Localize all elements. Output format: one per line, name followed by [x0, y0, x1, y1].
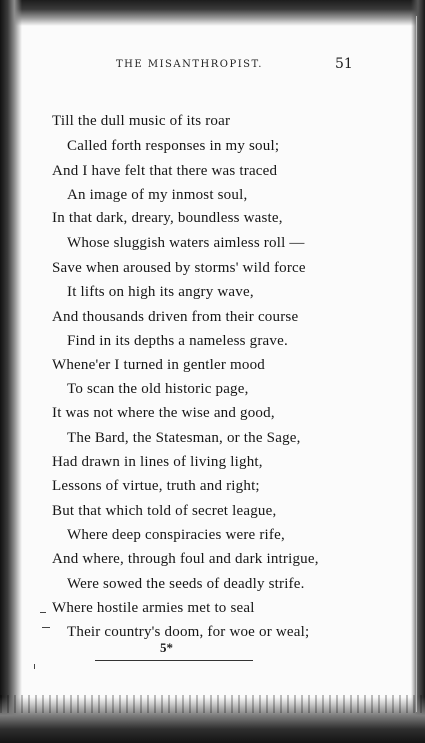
poem-line: Whose sluggish waters aimless roll —: [67, 235, 305, 251]
poem-line: Save when aroused by storms' wild force: [52, 260, 306, 276]
stray-mark: [40, 612, 46, 613]
poem-line: Called forth responses in my soul;: [67, 138, 280, 154]
poem-line: Had drawn in lines of living light,: [52, 454, 263, 470]
poem-line: Whene'er I turned in gentler mood: [52, 357, 265, 373]
poem-line: Their country's doom, for woe or weal;: [67, 624, 310, 640]
stray-mark: [42, 627, 50, 628]
poem-line: It lifts on high its angry wave,: [67, 284, 254, 300]
running-title: THE MISANTHROPIST.: [116, 59, 263, 70]
poem-line: It was not where the wise and good,: [52, 405, 275, 421]
poem-line: Where hostile armies met to seal: [52, 600, 255, 616]
poem-line: The Bard, the Statesman, or the Sage,: [67, 430, 301, 446]
poem-line: To scan the old historic page,: [67, 381, 249, 397]
poem-line: Till the dull music of its roar: [52, 113, 231, 129]
poem-line: Lessons of virtue, truth and right;: [52, 478, 260, 494]
poem-line: Find in its depths a nameless grave.: [67, 333, 288, 349]
signature-mark: 5*: [160, 640, 173, 655]
poem-line: Where deep conspiracies were rife,: [67, 527, 285, 543]
poem-line: And where, through foul and dark intrigue,: [52, 551, 319, 567]
poem-line: In that dark, dreary, boundless waste,: [52, 210, 283, 226]
poem-line: But that which told of secret league,: [52, 503, 277, 519]
poem-line: An image of my inmost soul,: [67, 187, 248, 203]
footer-rule: [95, 660, 253, 661]
poem-line: And thousands driven from their course: [52, 309, 299, 325]
page-number: 51: [335, 56, 353, 72]
poem-line: Were sowed the seeds of deadly strife.: [67, 576, 305, 592]
stray-mark: [34, 664, 35, 669]
poem-line: And I have felt that there was traced: [52, 163, 278, 179]
